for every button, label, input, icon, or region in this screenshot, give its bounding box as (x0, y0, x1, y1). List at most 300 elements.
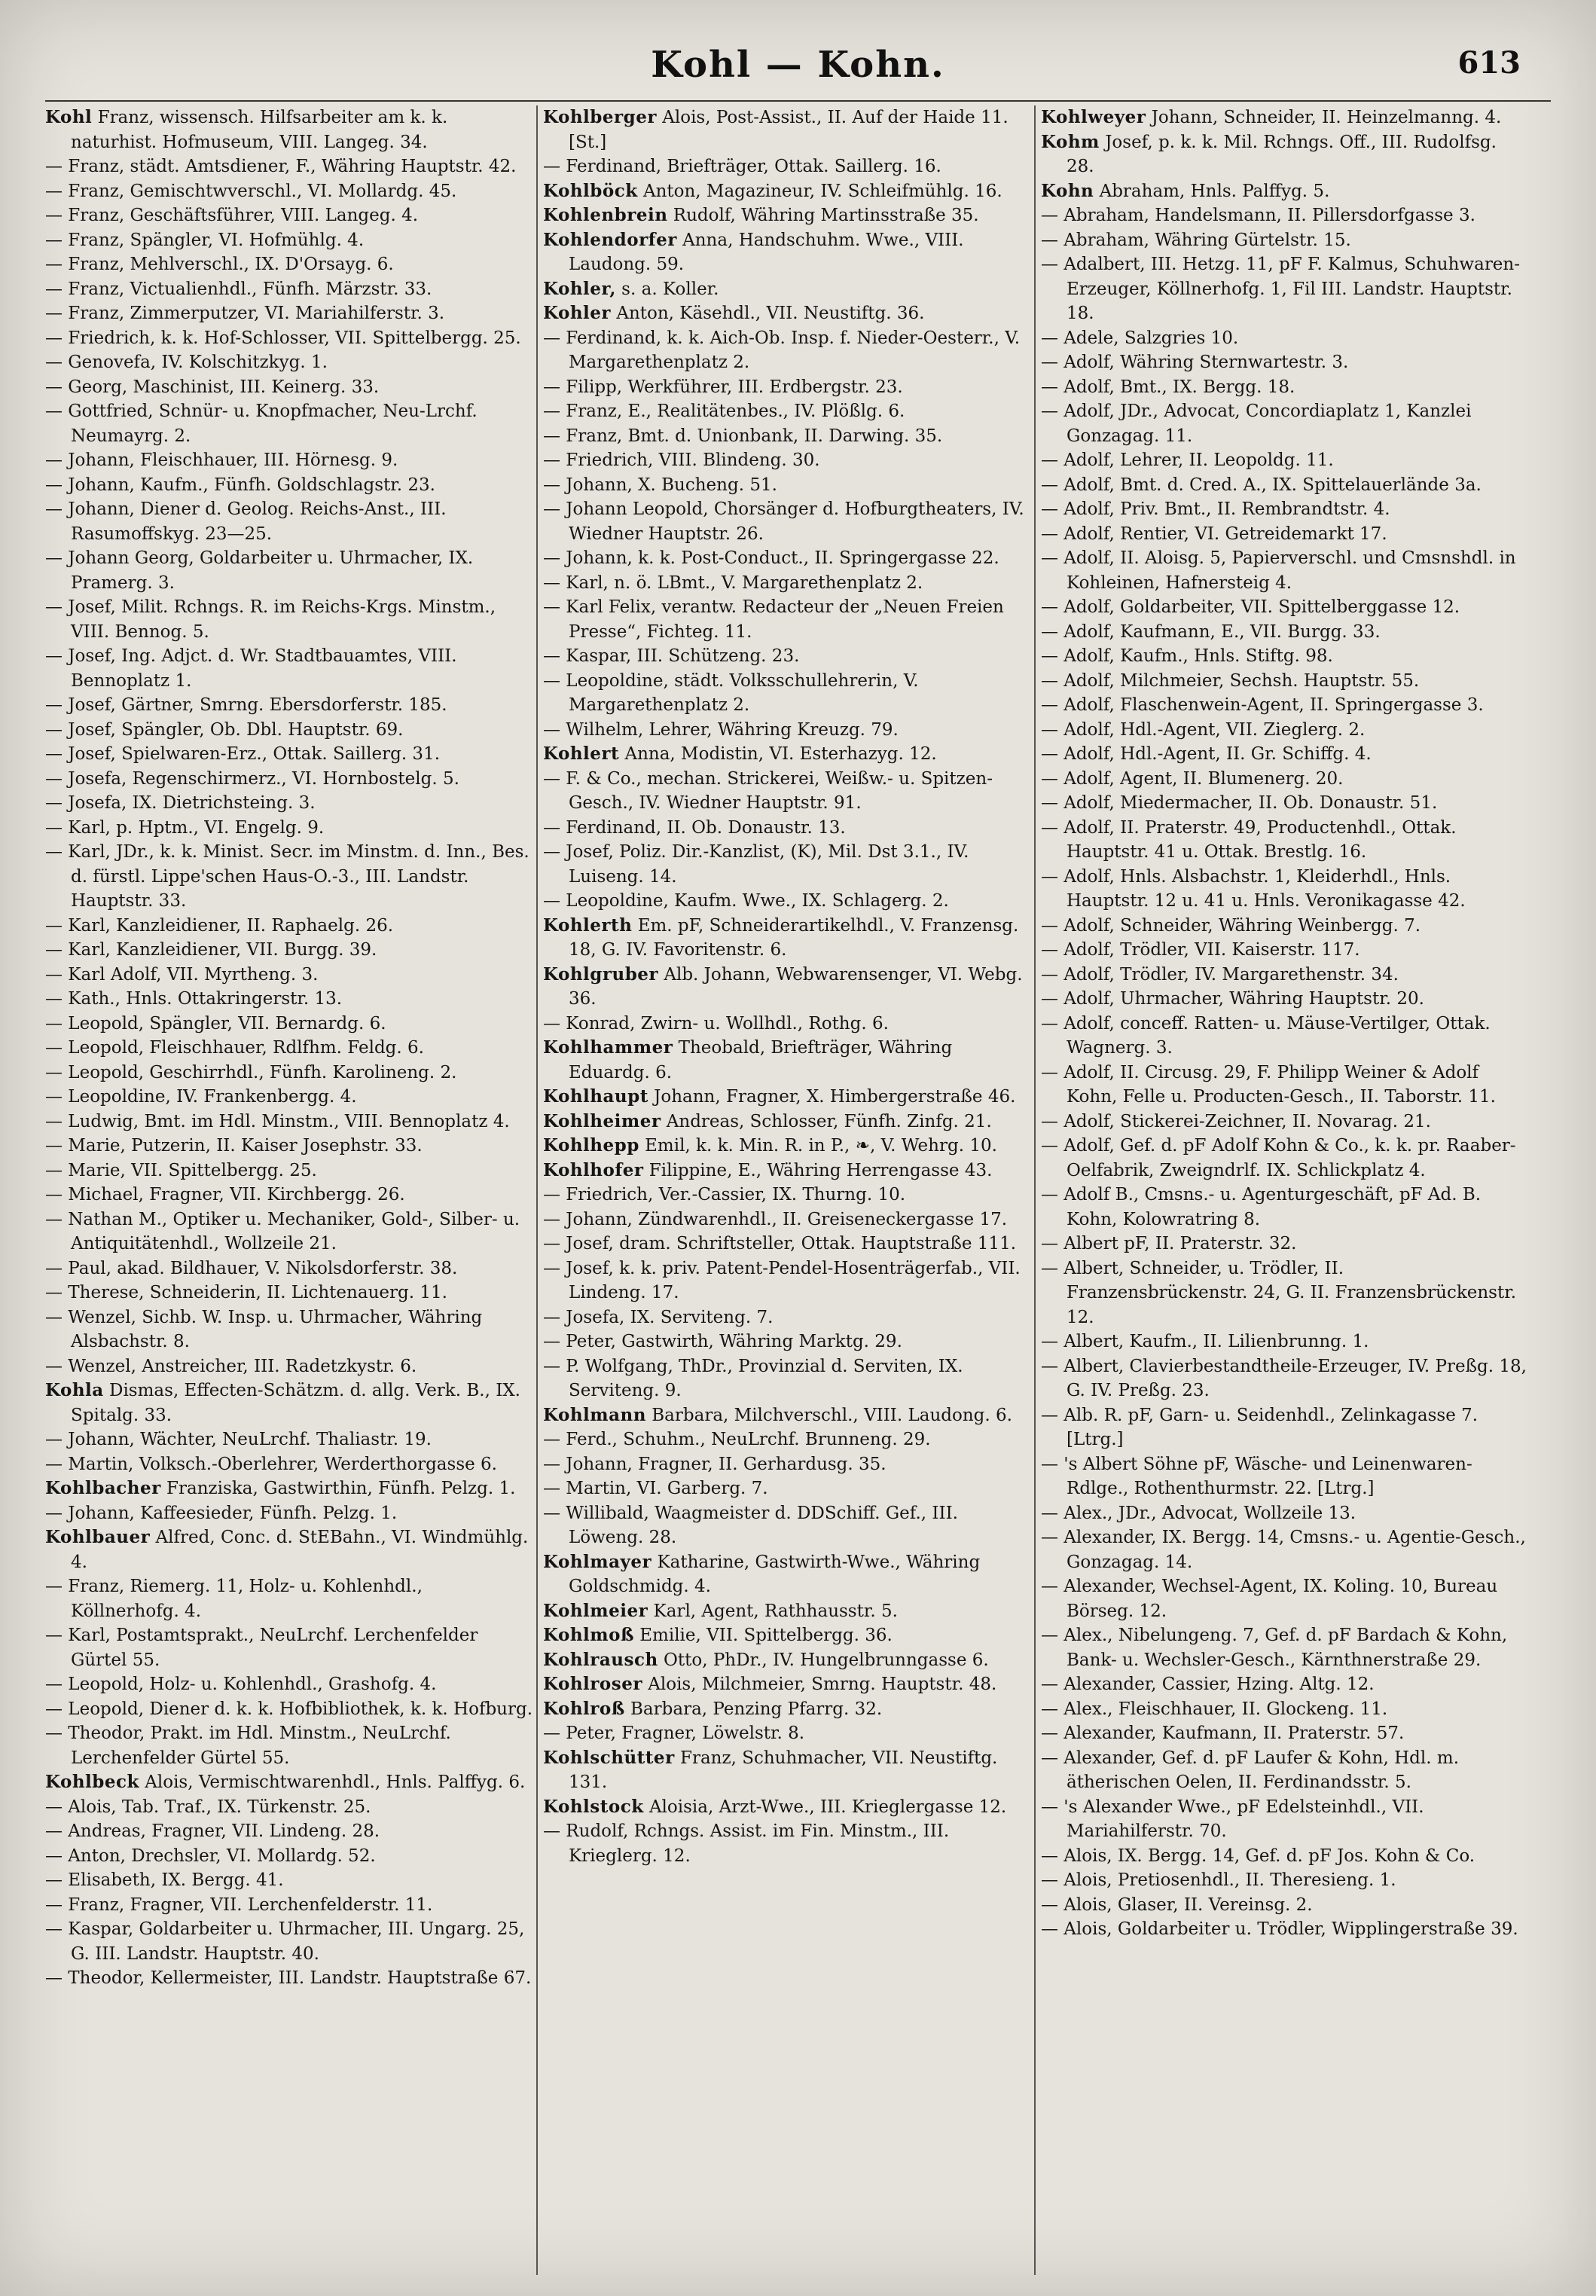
entry-text: Franziska, Gastwirthin, Fünfh. Pelzg. 1. (160, 1479, 516, 1498)
directory-entry (1041, 1183, 1529, 1232)
directory-entry (1041, 791, 1529, 816)
directory-entry (543, 546, 1031, 571)
entry-text: — Franz, städt. Amtsdiener, F., Währing Hauptstr. 42. (45, 157, 517, 176)
directory-entry (543, 1110, 1031, 1134)
directory-entry (45, 1770, 533, 1795)
directory-entry (45, 154, 533, 179)
directory-entry (1041, 987, 1529, 1012)
entry-text: — Kath., Hnls. Ottakringerstr. 13. (45, 989, 343, 1009)
directory-entry (543, 473, 1031, 498)
entry-text: — Karl Felix, verantw. Redacteur der „Neuen Freien Presse“, Fichteg. 11. (543, 597, 1004, 642)
directory-entry (543, 1501, 1031, 1550)
directory-entry (45, 1159, 533, 1183)
entry-text: — Wilhelm, Lehrer, Währing Kreuzg. 79. (543, 719, 899, 740)
directory-entry (1041, 1403, 1529, 1452)
entry-text: — Adolf, Lehrer, II. Leopoldg. 11. (1041, 450, 1334, 470)
directory-entry (45, 987, 533, 1012)
page-title: Kohl — Kohn. (651, 44, 945, 86)
directory-entry (45, 1623, 533, 1672)
entry-text: — Adolf, conceff. Ratten- u. Mäuse-Vertilger, Ottak. Wagnerg. 3. (1041, 1013, 1491, 1058)
directory-entry (45, 816, 533, 841)
entry-text: Em. pF, Schneiderartikelhdl., V. Franzensg. 18, G. IV. Favoritenstr. 6. (569, 915, 1019, 960)
directory-entry (1041, 1134, 1529, 1183)
entry-text: — Franz, Riemerg. 11, Holz- u. Kohlenhdl., Köllnerhofg. 4. (45, 1577, 423, 1621)
directory-entry (543, 1476, 1031, 1501)
entry-text: Anna, Modistin, VI. Esterhazyg. 12. (619, 744, 937, 764)
entry-text: — Alois, Pretiosenhdl., II. Theresieng. 1. (1041, 1870, 1396, 1890)
directory-entry (1041, 742, 1529, 767)
entry-text: — Adolf, Priv. Bmt., II. Rembrandtstr. 4. (1041, 499, 1390, 519)
entry-text: — Adolf, Stickerei-Zeichner, II. Novarag. 21. (1041, 1111, 1431, 1131)
directory-entry (543, 718, 1031, 743)
directory-entry (543, 1746, 1031, 1795)
directory-entry (1041, 105, 1529, 130)
directory-entry (543, 424, 1031, 449)
entry-text: — Albert, Schneider, u. Trödler, II. Franzensbrückenstr. 24, G. II. Franzensbrückenstr. 12. (1041, 1258, 1517, 1327)
directory-entry (543, 1795, 1031, 1820)
entry-text: — Johann, k. k. Post-Conduct., II. Springergasse 22. (543, 548, 999, 568)
entry-text: — Johann, Kaffeesieder, Fünfh. Pelzg. 1. (45, 1503, 398, 1523)
directory-entry (1041, 1868, 1529, 1893)
entry-surname: Kohlheimer (543, 1110, 661, 1131)
entry-text: — F. & Co., mechan. Strickerei, Weißw.- u. Spitzen-Gesch., IV. Wiedner Hauptstr. 91. (543, 768, 993, 813)
entry-text: Andreas, Schlosser, Fünfh. Zinfg. 21. (661, 1111, 992, 1131)
directory-entry (1041, 1672, 1529, 1697)
directory-entry (543, 1721, 1031, 1746)
entry-surname: Kohlbauer (45, 1527, 151, 1547)
entry-text: Johann, Schneider, II. Heinzelmanng. 4. (1146, 108, 1502, 127)
entry-text: — Josef, Poliz. Dir.-Kanzlist, (K), Mil. Dst 3.1., IV. Luiseng. 14. (543, 842, 969, 887)
entry-text: — Therese, Schneiderin, II. Lichtenauerg. 11. (45, 1283, 447, 1302)
entry-text: — Alexander, Gef. d. pF Laufer & Kohn, Hdl. m. ätherischen Oelen, II. Ferdinandsstr. 5. (1041, 1748, 1459, 1792)
entry-text: Emil, k. k. Min. R. in P., ❧, V. Wehrg. 10. (639, 1136, 997, 1156)
entry-text: — Leopold, Spängler, VII. Bernardg. 6. (45, 1013, 386, 1034)
directory-entry (1041, 350, 1529, 375)
directory-entry (45, 252, 533, 277)
entry-text: — Peter, Gastwirth, Währing Marktg. 29. (543, 1332, 902, 1351)
entry-text: — Marie, Putzerin, II. Kaiser Josephstr. 33. (45, 1136, 423, 1156)
directory-entry (45, 399, 533, 448)
entry-text: — Alexander, IX. Bergg. 14, Cmsns.- u. Agentie-Gesch., Gonzagag. 14. (1041, 1528, 1526, 1572)
directory-entry (543, 277, 1031, 302)
directory-entry (45, 1893, 533, 1918)
entry-text: Alb. Johann, Webwarensenger, VI. Webg. 36. (569, 964, 1023, 1009)
directory-entry (45, 301, 533, 326)
directory-entry (543, 963, 1031, 1012)
entry-text: — Albert, Clavierbestandtheile-Erzeuger, IV. Preßg. 18, G. IV. Preßg. 23. (1041, 1356, 1527, 1400)
directory-entry (45, 1452, 533, 1477)
directory-entry (45, 1476, 533, 1501)
entry-surname: Kohlhaupt (543, 1086, 648, 1107)
directory-entry (45, 938, 533, 963)
directory-entry (45, 1525, 533, 1574)
entry-text: — Ferdinand, Briefträger, Ottak. Saillerg. 16. (543, 157, 941, 176)
entry-text: — Michael, Fragner, VII. Kirchbergg. 26. (45, 1185, 405, 1204)
directory-entry (45, 448, 533, 473)
directory-entry (1041, 1525, 1529, 1574)
entry-text: — Adolf, Gef. d. pF Adolf Kohn & Co., k. k. pr. Raaber-Oelfabrik, Zweigndrlf. IX. Schlickplatz 4. (1041, 1136, 1516, 1180)
directory-entry (1041, 1232, 1529, 1256)
entry-text: — Adolf, Trödler, VII. Kaiserstr. 117. (1041, 940, 1360, 960)
entry-text: — Alexander, Wechsel-Agent, IX. Koling. 10, Bureau Börseg. 12. (1041, 1577, 1498, 1621)
entry-text: Johann, Fragner, X. Himbergerstraße 46. (648, 1087, 1016, 1107)
entry-text: — Adolf, Bmt. d. Cred. A., IX. Spittelauerlände 3a. (1041, 475, 1482, 495)
entry-text: Karl, Agent, Rathhausstr. 5. (648, 1601, 898, 1621)
directory-entry (1041, 130, 1529, 179)
entry-surname: Kohm (1041, 131, 1100, 152)
entry-text: — Martin, VI. Garberg. 7. (543, 1479, 768, 1498)
entry-text: — Karl, JDr., k. k. Minist. Secr. im Minstm. d. Inn., Bes. d. fürstl. Lippe'schen Haus-O.-3., III. Landstr. Hauptstr. 33. (45, 842, 529, 911)
entry-text: — Josefa, IX. Serviteng. 7. (543, 1307, 774, 1327)
column-1 (45, 105, 533, 2275)
entry-text: — Josefa, IX. Dietrichsteing. 3. (45, 793, 316, 813)
entry-text: Abraham, Hnls. Palffyg. 5. (1094, 181, 1330, 201)
entry-text: — Adolf, Kaufmann, E., VII. Burgg. 33. (1041, 621, 1381, 642)
entry-text: — Friedrich, Ver.-Cassier, IX. Thurng. 10. (543, 1185, 906, 1204)
entry-text: — Alexander, Kaufmann, II. Praterstr. 57. (1041, 1724, 1405, 1743)
entry-text: — Peter, Fragner, Löwelstr. 8. (543, 1724, 805, 1743)
entry-text: s. a. Koller. (615, 279, 719, 299)
entry-text: — Alois, Glaser, II. Vereinsg. 2. (1041, 1895, 1313, 1915)
directory-entry (1041, 963, 1529, 988)
entry-text: — Alexander, Cassier, Hzing. Altg. 12. (1041, 1675, 1375, 1694)
directory-entry (1041, 1697, 1529, 1722)
entry-text: — Josef, Spängler, Ob. Dbl. Hauptstr. 69. (45, 719, 404, 740)
entry-surname: Kohlrausch (543, 1649, 658, 1670)
directory-entry (45, 1844, 533, 1869)
entry-text: — Johann, Kaufm., Fünfh. Goldschlagstr. 23. (45, 475, 435, 495)
directory-entry (543, 1452, 1031, 1477)
directory-entry (543, 1183, 1031, 1208)
directory-entry (543, 1403, 1031, 1428)
entry-text: — Martin, Volksch.-Oberlehrer, Werderthorgasse 6. (45, 1454, 497, 1474)
directory-entry (543, 742, 1031, 767)
directory-entry (45, 840, 533, 914)
directory-entry (543, 1036, 1031, 1085)
entry-text: — Franz, Geschäftsführer, VIII. Langeg. 4. (45, 206, 419, 225)
directory-entry (45, 791, 533, 816)
entry-text: — Albert pF, II. Praterstr. 32. (1041, 1234, 1297, 1253)
directory-entry (45, 963, 533, 988)
entry-text: — Karl, Kanzleidiener, VII. Burgg. 39. (45, 940, 377, 960)
directory-entry (1041, 1893, 1529, 1918)
directory-entry (45, 644, 533, 693)
entry-text: — Adolf, Bmt., IX. Bergg. 18. (1041, 377, 1295, 397)
entry-text: — Adolf, Flaschenwein-Agent, II. Springergasse 3. (1041, 695, 1484, 715)
entry-text: — Franz, Gemischtwverschl., VI. Mollardg. 45. (45, 181, 457, 201)
directory-entry (45, 179, 533, 204)
directory-entry (543, 448, 1031, 473)
entry-text: — Wenzel, Sichb. W. Insp. u. Uhrmacher, Währing Alsbachstr. 8. (45, 1307, 483, 1351)
directory-entry (45, 718, 533, 743)
directory-entry (1041, 1623, 1529, 1672)
entry-surname: Kohler, (543, 278, 616, 299)
entry-text: — Adolf, Uhrmacher, Währing Hauptstr. 20. (1041, 989, 1424, 1009)
entry-surname: Kohler (543, 303, 612, 323)
entry-text: Theobald, Briefträger, Währing Eduardg. 6. (569, 1038, 953, 1082)
directory-entry (1041, 1012, 1529, 1061)
entry-text: — Konrad, Zwirn- u. Wollhdl., Rothg. 6. (543, 1013, 889, 1034)
directory-entry (1041, 399, 1529, 448)
entry-surname: Kohn (1041, 180, 1094, 201)
entry-surname: Kohlweyer (1041, 107, 1146, 127)
entry-text: Anna, Handschuhm. Wwe., VIII. Laudong. 59. (569, 230, 964, 274)
entry-text: — Adolf B., Cmsns.- u. Agenturgeschäft, pF Ad. B. Kohn, Kolowratring 8. (1041, 1185, 1482, 1229)
entry-text: — Ferdinand, II. Ob. Donaustr. 13. (543, 817, 846, 838)
directory-entry (543, 1427, 1031, 1452)
entry-text: — Friedrich, VIII. Blindeng. 30. (543, 450, 820, 470)
entry-text: — Leopold, Holz- u. Kohlenhdl., Grashofg. 4. (45, 1675, 437, 1694)
entry-text: — Filipp, Werkführer, III. Erdbergstr. 23. (543, 377, 903, 397)
directory-entry (45, 228, 533, 253)
entry-surname: Kohlbacher (45, 1478, 161, 1498)
entry-surname: Kohlmeier (543, 1600, 648, 1621)
entry-text: — Alois, IX. Bergg. 14, Gef. d. pF Jos. Kohn & Co. (1041, 1846, 1475, 1866)
directory-entry (1041, 1844, 1529, 1869)
directory-entry (1041, 179, 1529, 204)
entry-text: — Ferd., Schuhm., NeuLrchf. Brunneng. 29. (543, 1430, 931, 1449)
entry-text: — Adolf, Miedermacher, II. Ob. Donaustr. 51. (1041, 793, 1438, 813)
entry-text: — Friedrich, k. k. Hof-Schlosser, VII. Spittelbergg. 25. (45, 328, 521, 348)
column-divider (536, 105, 538, 2275)
entry-surname: Kohlhofer (543, 1159, 644, 1180)
directory-entry (1041, 1795, 1529, 1844)
directory-entry (1041, 375, 1529, 400)
entry-text: — Genovefa, IV. Kolschitzkyg. 1. (45, 353, 328, 372)
directory-entry (45, 914, 533, 939)
directory-entry (45, 1354, 533, 1379)
entry-text: — Abraham, Währing Gürtelstr. 15. (1041, 230, 1351, 250)
directory-entry (45, 375, 533, 400)
entry-text: — Adolf, Milchmeier, Sechsh. Hauptstr. 55. (1041, 670, 1420, 691)
directory-entry (543, 644, 1031, 669)
entry-text: — Alex., Nibelungeng. 7, Gef. d. pF Bardach & Kohn, Bank- u. Wechsler-Gesch., Kärnthnerstraße 29. (1041, 1626, 1508, 1670)
entry-text: — Ludwig, Bmt. im Hdl. Minstm., VIII. Bennoplatz 4. (45, 1111, 510, 1131)
entry-text: — Leopold, Fleischhauer, Rdlfhm. Feldg. 6. (45, 1038, 424, 1058)
entry-text: Josef, p. k. k. Mil. Rchngs. Off., III. Rudolfsg. 28. (1067, 132, 1497, 176)
directory-entry (45, 473, 533, 498)
directory-entry (45, 1795, 533, 1820)
entry-text: — 's Alexander Wwe., pF Edelsteinhdl., VII. Mariahilferstr. 70. (1041, 1797, 1424, 1841)
entry-text: Otto, PhDr., IV. Hungelbrunngasse 6. (658, 1650, 989, 1670)
directory-entry (45, 1721, 533, 1770)
entry-text: — Adolf, Währing Sternwartestr. 3. (1041, 353, 1349, 372)
directory-entry (1041, 497, 1529, 522)
entry-text: Aloisia, Arzt-Wwe., III. Krieglergasse 12. (643, 1797, 1007, 1817)
directory-entry (543, 326, 1031, 375)
entry-surname: Kohlböck (543, 180, 638, 201)
directory-entry (543, 1599, 1031, 1624)
directory-entry (1041, 473, 1529, 498)
directory-entry (543, 179, 1031, 204)
directory-entry (45, 1697, 533, 1722)
entry-text: — Josefa, Regenschirmerz., VI. Hornbostelg. 5. (45, 768, 459, 789)
entry-text: — Franz, Bmt. d. Unionbank, II. Darwing. 35. (543, 426, 943, 446)
directory-entry (543, 228, 1031, 277)
directory-entry (1041, 816, 1529, 865)
directory-entry (543, 914, 1031, 963)
directory-entry (543, 1232, 1031, 1256)
entry-text: — Alex., JDr., Advocat, Wollzeile 13. (1041, 1503, 1356, 1523)
entry-text: — Adolf, Hnls. Alsbachstr. 1, Kleiderhdl., Hnls. Hauptstr. 12 u. 41 u. Hnls. Veronikagasse 42. (1041, 866, 1466, 911)
entry-surname: Kohla (45, 1380, 104, 1400)
column-divider (1034, 105, 1036, 2275)
entry-surname: Kohlstock (543, 1796, 644, 1817)
entry-text: Filippine, E., Währing Herrengasse 43. (643, 1160, 993, 1180)
directory-entry (1041, 1330, 1529, 1354)
entry-text: — Willibald, Waagmeister d. DDSchiff. Gef., III. Löweng. 28. (543, 1503, 958, 1547)
entry-text: — Adolf, Hdl.-Agent, VII. Zieglerg. 2. (1041, 719, 1366, 740)
entry-text: — Josef, k. k. priv. Patent-Pendel-Hosenträgerfab., VII. Lindeng. 17. (543, 1258, 1021, 1302)
directory-entry (45, 1036, 533, 1061)
directory-entry (1041, 522, 1529, 547)
entry-text: — Leopold, Geschirrhdl., Fünfh. Karolineng. 2. (45, 1062, 457, 1082)
directory-entry (1041, 1354, 1529, 1403)
entry-text: Anton, Magazineur, IV. Schleifmühlg. 16. (637, 181, 1002, 201)
directory-entry (45, 1256, 533, 1281)
directory-entry (543, 1134, 1031, 1159)
directory-entry (45, 1868, 533, 1893)
entry-text: — Johann Leopold, Chorsänger d. Hofburgtheaters, IV. Wiedner Hauptstr. 26. (543, 499, 1024, 544)
entry-surname: Kohlschütter (543, 1747, 675, 1768)
directory-entry (45, 203, 533, 228)
entry-text: — Leopoldine, IV. Frankenbergg. 4. (45, 1087, 357, 1107)
directory-entry (543, 1305, 1031, 1330)
entry-text: — Leopoldine, städt. Volksschullehrerin, V. Margarethenplatz 2. (543, 670, 919, 715)
header-rule (45, 100, 1551, 102)
directory-entry (543, 1697, 1031, 1722)
entry-text: — Karl Adolf, VII. Myrtheng. 3. (45, 964, 319, 985)
entry-text: — Adolf, Agent, II. Blumenerg. 20. (1041, 768, 1344, 789)
directory-entry (1041, 1110, 1529, 1134)
directory-entry (543, 375, 1031, 400)
entry-text: — Ferdinand, k. k. Aich-Ob. Insp. f. Nieder-Oesterr., V. Margarethenplatz 2. (543, 328, 1021, 372)
entry-text: Alois, Post-Assist., II. Auf der Haide 11. [St.] (569, 108, 1009, 152)
entry-text: — Franz, Fragner, VII. Lerchenfelderstr. 11. (45, 1895, 433, 1915)
directory-entry (45, 742, 533, 767)
entry-text: — Albert, Kaufm., II. Lilienbrunng. 1. (1041, 1332, 1369, 1351)
entry-text: — Marie, VII. Spittelbergg. 25. (45, 1160, 317, 1180)
entry-text: — Johann, Diener d. Geolog. Reichs-Anst., III. Rasumoffskyg. 23—25. (45, 499, 447, 544)
entry-text: — Alois, Tab. Traf., IX. Türkenstr. 25. (45, 1797, 371, 1817)
directory-entry (1041, 669, 1529, 694)
directory-entry (543, 669, 1031, 718)
directory-entry (1041, 914, 1529, 939)
directory-entry (45, 1134, 533, 1159)
directory-entry (45, 1183, 533, 1208)
entry-text: — Josef, Gärtner, Smrng. Ebersdorferstr. 185. (45, 695, 447, 715)
entry-text: Alfred, Conc. d. StEBahn., VI. Windmühlg. 4. (71, 1528, 529, 1572)
entry-text: — Josef, Spielwaren-Erz., Ottak. Saillerg. 31. (45, 744, 441, 764)
entry-text: — Leopoldine, Kaufm. Wwe., IX. Schlagerg. 2. (543, 891, 949, 911)
directory-entry (543, 889, 1031, 914)
entry-text: — Abraham, Handelsmann, II. Pillersdorfgasse 3. (1041, 206, 1475, 225)
entry-text: — Adolf, Rentier, VI. Getreidemarkt 17. (1041, 524, 1387, 544)
entry-text: Barbara, Penzing Pfarrg. 32. (624, 1699, 883, 1719)
entry-text: — Adolf, Kaufm., Hnls. Stiftg. 98. (1041, 646, 1333, 666)
column-2 (543, 105, 1031, 2275)
directory-entry (1041, 865, 1529, 914)
directory-entry (45, 1085, 533, 1110)
directory-entry (1041, 252, 1529, 326)
directory-entry (543, 1623, 1031, 1648)
directory-entry (1041, 326, 1529, 351)
page-number: 613 (1457, 45, 1521, 81)
entry-text: — Adolf, II. Circusg. 29, F. Philipp Weiner & Adolf Kohn, Felle u. Producten-Gesch., II. Taborstr. 11. (1041, 1062, 1496, 1107)
directory-entry (543, 1819, 1031, 1868)
entry-text: — Kaspar, III. Schützeng. 23. (543, 646, 800, 666)
entry-text: — Alb. R. pF, Garn- u. Seidenhdl., Zelinkagasse 7. [Ltrg.] (1041, 1405, 1479, 1449)
directory-entry (45, 1427, 533, 1452)
directory-entry (1041, 644, 1529, 669)
entry-text: Franz, wissensch. Hilfsarbeiter am k. k. naturhist. Hofmuseum, VIII. Langeg. 34. (71, 108, 448, 152)
directory-entry (45, 326, 533, 351)
entry-text: — Paul, akad. Bildhauer, V. Nikolsdorferstr. 38. (45, 1258, 458, 1278)
entry-text: Franz, Schuhmacher, VII. Neustiftg. 131. (569, 1748, 998, 1792)
entry-text: — Adolf, Trödler, IV. Margarethenstr. 34. (1041, 964, 1399, 985)
entry-text: — Theodor, Kellermeister, III. Landstr. Hauptstraße 67. (45, 1968, 532, 1988)
directory-entry (543, 1159, 1031, 1183)
directory-entry (45, 1281, 533, 1305)
directory-entry (45, 1305, 533, 1354)
directory-entry (1041, 203, 1529, 228)
entry-text: — Karl, p. Hptm., VI. Engelg. 9. (45, 817, 325, 838)
directory-entry (543, 1012, 1031, 1037)
entry-text: — Adolf, II. Praterstr. 49, Productenhdl., Ottak. Hauptstr. 41 u. Ottak. Brestlg. 16. (1041, 817, 1457, 862)
directory-entry (543, 154, 1031, 179)
directory-entry (45, 350, 533, 375)
directory-entry (45, 1379, 533, 1427)
entry-text: — Gottfried, Schnür- u. Knopfmacher, Neu-Lrchf. Neumayrg. 2. (45, 401, 478, 446)
directory-entry (45, 767, 533, 792)
entry-surname: Kohlmoß (543, 1625, 634, 1645)
directory-entry (543, 105, 1031, 154)
directory-entry (1041, 693, 1529, 718)
directory-entry (1041, 595, 1529, 620)
directory-entry (1041, 1746, 1529, 1795)
directory-entry (543, 1256, 1031, 1305)
entry-surname: Kohlhammer (543, 1037, 673, 1058)
directory-entry (543, 1330, 1031, 1354)
entry-surname: Kohlhepp (543, 1135, 639, 1156)
entry-text: — Nathan M., Optiker u. Mechaniker, Gold-, Silber- u. Antiquitätenhdl., Wollzeile 21. (45, 1209, 520, 1253)
directory-entry (45, 277, 533, 302)
entry-text: — Adolf, Goldarbeiter, VII. Spittelberggasse 12. (1041, 597, 1460, 617)
entry-text: Emilie, VII. Spittelbergg. 36. (633, 1626, 893, 1645)
directory-entry (45, 1061, 533, 1085)
entry-text: — Josef, dram. Schriftsteller, Ottak. Hauptstraße 111. (543, 1234, 1017, 1253)
entry-text: — Josef, Milit. Rchngs. R. im Reichs-Krgs. Minstm., VIII. Bennog. 5. (45, 597, 496, 642)
directory-entry (45, 1966, 533, 1991)
entry-text: — Alois, Goldarbeiter u. Trödler, Wipplingerstraße 39. (1041, 1919, 1518, 1939)
entry-text: Rudolf, Währing Martinsstraße 35. (667, 206, 979, 225)
entry-text: — Adolf, Hdl.-Agent, II. Gr. Schiffg. 4. (1041, 744, 1372, 764)
entry-text: — Anton, Drechsler, VI. Mollardg. 52. (45, 1846, 376, 1866)
entry-surname: Kohlmann (543, 1404, 646, 1425)
entry-text: Alois, Milchmeier, Smrng. Hauptstr. 48. (642, 1675, 997, 1694)
columns (45, 105, 1552, 2275)
entry-text: Dismas, Effecten-Schätzm. d. allg. Verk. B., IX. Spitalg. 33. (71, 1381, 520, 1425)
entry-surname: Kohl (45, 107, 93, 127)
directory-entry (543, 1550, 1031, 1599)
entry-text: — Franz, Zimmerputzer, VI. Mariahilferstr. 3. (45, 304, 445, 323)
entry-surname: Kohlroß (543, 1698, 625, 1719)
entry-text: — Wenzel, Anstreicher, III. Radetzkystr. 6. (45, 1356, 417, 1376)
directory-entry (543, 571, 1031, 596)
directory-entry (45, 693, 533, 718)
directory-entry (543, 816, 1031, 841)
directory-entry (45, 1110, 533, 1134)
